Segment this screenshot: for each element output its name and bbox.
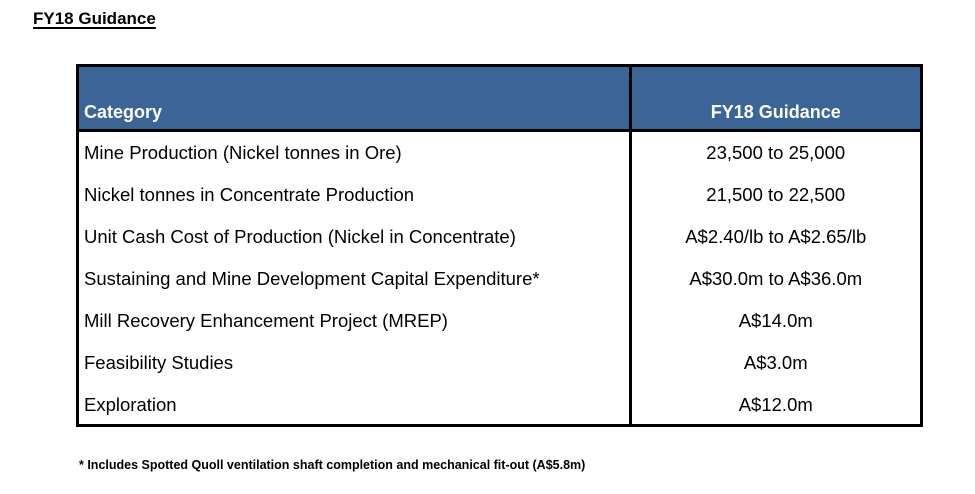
row-guidance: 21,500 to 22,500	[706, 184, 846, 205]
row-guidance: A$12.0m	[738, 394, 813, 415]
row-category: Sustaining and Mine Development Capital Expenditure*	[79, 258, 630, 300]
row-guidance: A$30.0m to A$36.0m	[689, 268, 863, 289]
page-heading: FY18 Guidance	[33, 9, 156, 28]
row-guidance: A$14.0m	[738, 310, 813, 331]
table-row	[79, 300, 920, 342]
row-category: Mine Production (Nickel tonnes in Ore)	[79, 131, 630, 175]
table-row	[79, 384, 920, 426]
footnote: * Includes Spotted Quoll ventilation shaft completion and mechanical fit-out (A$5.8m)	[79, 458, 586, 472]
row-category: Nickel tonnes in Concentrate Production	[79, 174, 630, 216]
row-category: Exploration	[79, 384, 630, 426]
row-guidance: A$2.40/lb to A$2.65/lb	[685, 226, 867, 247]
row-category: Mill Recovery Enhancement Project (MREP)	[79, 300, 630, 342]
column-header-guidance: FY18 Guidance	[630, 67, 920, 131]
row-category: Feasibility Studies	[79, 342, 630, 384]
table-header-row	[79, 67, 920, 131]
table-row	[79, 174, 920, 216]
row-guidance: A$3.0m	[743, 352, 808, 373]
table-row	[79, 258, 920, 300]
table-row	[79, 131, 920, 175]
guidance-table	[76, 64, 923, 427]
row-guidance: 23,500 to 25,000	[706, 142, 846, 163]
row-category: Unit Cash Cost of Production (Nickel in Concentrate)	[79, 216, 630, 258]
table-row	[79, 342, 920, 384]
table-row	[79, 216, 920, 258]
column-header-category: Category	[79, 67, 630, 131]
